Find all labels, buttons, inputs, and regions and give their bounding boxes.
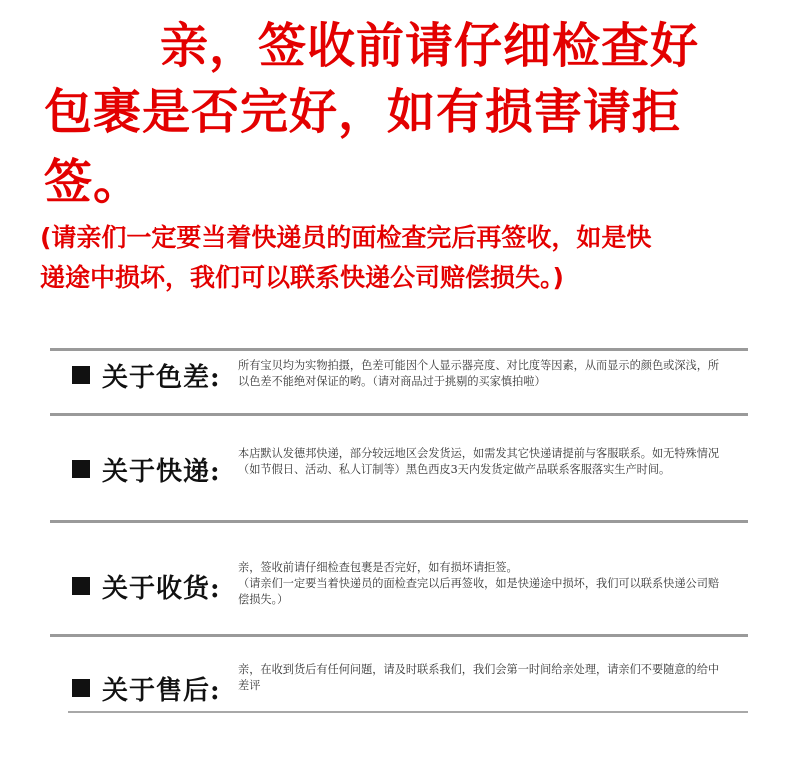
divider-bottom [68,711,748,713]
divider-2 [50,520,748,523]
bullet-square-icon [72,577,90,595]
section-body-text: 所有宝贝均为实物拍摄，色差可能因个人显示器亮度、对比度等因素，从而显示的颜色或深浅，所以色差不能绝对保证的哟。（请对商品过于挑剔的买家慎拍啦） [238,359,720,388]
bullet-square-icon [72,460,90,478]
divider-top [50,348,748,351]
section-after-sales-body [238,662,728,694]
headline-line-1: 亲，签收前请仔细检查好 [160,18,700,74]
headline-line-3: 签。 [44,154,143,210]
section-title: 关于售后: [102,675,221,706]
divider-1 [50,413,748,416]
section-delivery-body [238,446,728,478]
section-body-line: 亲，签收前请仔细检查包裹是否完好，如有损坏请拒签。 [238,561,518,574]
section-body-text: 本店默认发德邦快递，部分较远地区会发货运，如需发其它快递请提前与客服联系。如无特殊情况（如节假日、活动、私人订制等）黑色西皮3天内发货定做产品联系客服落实生产时间。 [238,447,720,476]
section-after-sales-heading [72,668,221,708]
note-line-1: (请亲们一定要当着快递员的面检查完后再签收，如是快 [40,223,652,252]
headline-line-2: 包裹是否完好，如有损害请拒 [44,84,682,140]
bullet-square-icon [72,679,90,697]
section-color-diff-body [238,358,728,390]
bullet-square-icon [72,366,90,384]
section-body-text: 亲，在收到货后有任何问题，请及时联系我们，我们会第一时间给亲处理，请亲们不要随意的给中差评 [238,663,720,692]
divider-3 [50,634,748,637]
section-receiving-heading [72,566,221,606]
section-title: 关于色差: [102,362,221,393]
note-line-2: 递途中损坏，我们可以联系快递公司赔偿损失。) [40,263,564,292]
section-receiving-body [238,560,728,608]
section-body-line: （请亲们一定要当着快递员的面检查完以后再签收，如是快递途中损坏，我们可以联系快递公司赔偿损失。） [238,577,720,606]
section-color-diff-heading [72,355,221,395]
section-title: 关于收货: [102,573,221,604]
section-delivery-heading [72,449,221,489]
section-title: 关于快递: [102,456,221,487]
